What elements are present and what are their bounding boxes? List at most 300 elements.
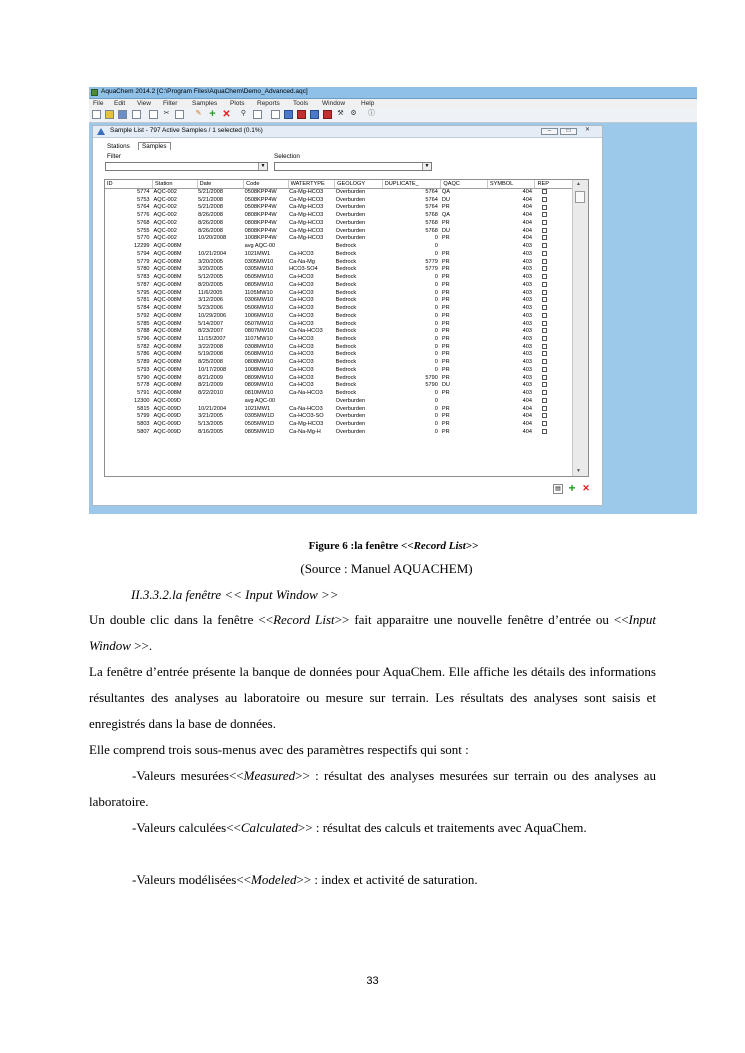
table-cell: PR bbox=[441, 390, 450, 397]
table-cell bbox=[441, 243, 488, 251]
table-cell: Bedrock bbox=[335, 382, 357, 389]
table-cell: PR bbox=[441, 266, 450, 273]
table-cell: 5768 bbox=[425, 227, 438, 234]
table-cell: 403 bbox=[522, 243, 532, 250]
table-cell: 5779 bbox=[425, 266, 438, 273]
table-row[interactable] bbox=[105, 421, 574, 429]
table-row[interactable] bbox=[105, 305, 574, 313]
table-cell[interactable] bbox=[535, 328, 574, 336]
table-cell[interactable] bbox=[535, 367, 574, 375]
open-icon[interactable] bbox=[105, 110, 114, 119]
table-cell: AQC-002 bbox=[153, 212, 177, 219]
chevron-down-icon: ▼ bbox=[422, 163, 431, 170]
table-cell[interactable] bbox=[535, 336, 574, 344]
menu-bar bbox=[89, 99, 697, 108]
table-cell[interactable] bbox=[535, 259, 574, 267]
table-cell: 404 bbox=[522, 405, 532, 412]
table-cell[interactable] bbox=[535, 359, 574, 367]
rep-checkbox[interactable] bbox=[542, 212, 547, 217]
rep-checkbox[interactable] bbox=[542, 313, 547, 318]
table-row[interactable] bbox=[105, 282, 574, 290]
table-cell: 5786 bbox=[137, 351, 150, 358]
scroll-thumb[interactable] bbox=[575, 191, 585, 203]
table-cell[interactable] bbox=[535, 243, 574, 251]
table-cell: 0508KPP4W bbox=[244, 189, 277, 196]
menu-view[interactable]: View bbox=[137, 100, 151, 107]
table-cell: AQC-008M bbox=[153, 359, 182, 366]
table-cell[interactable] bbox=[535, 297, 574, 305]
rep-checkbox[interactable] bbox=[542, 321, 547, 326]
table-cell[interactable] bbox=[535, 197, 574, 205]
rep-checkbox[interactable] bbox=[542, 228, 547, 233]
help-icon[interactable]: ⓘ bbox=[368, 110, 375, 117]
rep-checkbox[interactable] bbox=[542, 189, 547, 194]
table-cell[interactable] bbox=[535, 429, 574, 437]
find-icon[interactable]: ⚲ bbox=[240, 110, 247, 117]
table-row[interactable] bbox=[105, 297, 574, 305]
figure-caption-text: la fenêtre << bbox=[354, 540, 414, 552]
delete-icon[interactable]: ✕ bbox=[222, 109, 231, 120]
table-cell: 5/14/2007 bbox=[198, 320, 223, 327]
table-cell: AQC-002 bbox=[153, 219, 177, 226]
table-cell: Overburden bbox=[335, 413, 366, 420]
table-cell[interactable] bbox=[535, 375, 574, 383]
table-cell: Bedrock bbox=[335, 328, 357, 335]
table-cell: 10/21/2004 bbox=[198, 405, 227, 412]
table-cell: Overburden bbox=[335, 219, 366, 226]
rep-checkbox[interactable] bbox=[542, 367, 547, 372]
table-cell: Overburden bbox=[335, 405, 366, 412]
table-cell[interactable] bbox=[535, 351, 574, 359]
report-icon[interactable] bbox=[323, 110, 332, 119]
column-header[interactable]: SYMBOL bbox=[487, 180, 535, 189]
table-cell[interactable] bbox=[535, 390, 574, 398]
table-cell: Bedrock bbox=[335, 335, 357, 342]
rep-checkbox[interactable] bbox=[542, 266, 547, 271]
table-cell: 0 bbox=[434, 243, 438, 250]
table-cell: Bedrock bbox=[335, 366, 357, 373]
table-cell[interactable] bbox=[535, 344, 574, 352]
menu-file[interactable]: File bbox=[93, 100, 104, 107]
table-cell[interactable] bbox=[535, 398, 574, 406]
table-cell bbox=[197, 243, 244, 251]
table-cell: 3/21/2005 bbox=[198, 413, 223, 420]
table-row[interactable] bbox=[105, 375, 574, 383]
table-cell: 10/29/2006 bbox=[198, 312, 227, 319]
table-cell: AQC-008M bbox=[153, 343, 182, 350]
rep-checkbox[interactable] bbox=[542, 390, 547, 395]
table-cell: AQC-008M bbox=[153, 320, 182, 327]
table-cell: 5815 bbox=[137, 405, 150, 412]
table-cell: AQC-008M bbox=[153, 297, 182, 304]
table-cell: Ca-HCO3 bbox=[289, 320, 314, 327]
rep-checkbox[interactable] bbox=[542, 274, 547, 279]
rep-checkbox[interactable] bbox=[542, 344, 547, 349]
table-cell: Bedrock bbox=[335, 258, 357, 265]
new-icon[interactable] bbox=[92, 110, 101, 119]
table-row[interactable] bbox=[105, 251, 574, 259]
table-cell: Bedrock bbox=[335, 250, 357, 257]
menu-help[interactable]: Help bbox=[361, 100, 375, 107]
menu-window[interactable]: Window bbox=[322, 100, 346, 107]
table-row[interactable] bbox=[105, 243, 574, 251]
edit-icon[interactable]: ✎ bbox=[195, 110, 202, 117]
table-cell: Ca-Mg-HCO3 bbox=[289, 219, 324, 226]
rep-checkbox[interactable] bbox=[542, 290, 547, 295]
vertical-scrollbar[interactable] bbox=[572, 180, 588, 476]
table-cell: 0 bbox=[434, 343, 438, 350]
table-cell: AQC-008M bbox=[153, 289, 182, 296]
column-header[interactable]: GEOLOGY bbox=[335, 180, 383, 189]
column-header[interactable]: QAQC bbox=[441, 180, 488, 189]
plot-icon[interactable] bbox=[297, 110, 306, 119]
table-cell: PR bbox=[441, 328, 450, 335]
table-cell[interactable] bbox=[535, 228, 574, 236]
table-cell: 403 bbox=[522, 351, 532, 358]
table-cell: 5/21/2008 bbox=[198, 189, 223, 196]
table-row[interactable] bbox=[105, 344, 574, 352]
table-cell: 403 bbox=[522, 266, 532, 273]
table-cell: PR bbox=[441, 428, 450, 435]
table-cell: PR bbox=[441, 343, 450, 350]
table-cell: AQC-008M bbox=[153, 390, 182, 397]
table-cell: 1105MW10 bbox=[244, 289, 273, 296]
table-cell: 8/26/2008 bbox=[198, 212, 223, 219]
rep-checkbox[interactable] bbox=[542, 282, 547, 287]
table-cell[interactable] bbox=[535, 251, 574, 259]
table-cell[interactable] bbox=[535, 220, 574, 228]
rep-checkbox[interactable] bbox=[542, 251, 547, 256]
table-cell: PR bbox=[441, 274, 450, 281]
table-cell: 5795 bbox=[137, 289, 150, 296]
table-cell[interactable] bbox=[535, 320, 574, 328]
rep-checkbox[interactable] bbox=[542, 205, 547, 210]
table-cell: 403 bbox=[522, 274, 532, 281]
table-cell: 0506MW10 bbox=[244, 305, 274, 312]
cut-icon[interactable]: ✂ bbox=[163, 110, 170, 117]
rep-checkbox[interactable] bbox=[542, 305, 547, 310]
rep-checkbox[interactable] bbox=[542, 406, 547, 411]
rep-checkbox[interactable] bbox=[542, 328, 547, 333]
table-cell: AQC-008M bbox=[153, 312, 182, 319]
rep-checkbox[interactable] bbox=[542, 359, 547, 364]
settings-icon[interactable]: ⚙ bbox=[350, 110, 357, 117]
figure-caption-suffix: >> bbox=[465, 540, 479, 552]
menu-tools[interactable]: Tools bbox=[293, 100, 309, 107]
table-row[interactable] bbox=[105, 390, 574, 398]
table-cell: 0808KPP4W bbox=[244, 227, 277, 234]
paste-icon[interactable] bbox=[175, 110, 184, 119]
table-cell: 8/23/2007 bbox=[198, 328, 223, 335]
table-cell: PR bbox=[441, 405, 450, 412]
table-cell: 5778 bbox=[137, 382, 150, 389]
table-cell: 403 bbox=[522, 328, 532, 335]
table-cell: 403 bbox=[522, 305, 532, 312]
table-cell: 5776 bbox=[137, 212, 150, 219]
delete-sample-button[interactable]: ✕ bbox=[582, 483, 590, 493]
copy-icon[interactable] bbox=[149, 110, 158, 119]
chart-icon[interactable] bbox=[284, 110, 293, 119]
p1-italic-1: Record List bbox=[273, 612, 335, 627]
table-cell: 403 bbox=[522, 374, 532, 381]
b2-text-b: >> : résultat des calculs et traitements avec AquaChem. bbox=[297, 820, 587, 835]
table-cell: DU bbox=[441, 382, 450, 389]
table-cell: QA bbox=[441, 189, 450, 196]
table-cell[interactable] bbox=[535, 413, 574, 421]
table-cell: 5768 bbox=[137, 219, 150, 226]
table-row[interactable] bbox=[105, 429, 574, 437]
table-row[interactable] bbox=[105, 204, 574, 212]
column-header[interactable]: Date bbox=[197, 180, 244, 189]
tab-stations[interactable]: Stations bbox=[107, 143, 130, 150]
close-button[interactable]: ✕ bbox=[584, 127, 591, 133]
print-icon[interactable] bbox=[132, 110, 141, 119]
table-cell: Overburden bbox=[335, 397, 366, 404]
table-cell: 11/15/2007 bbox=[198, 335, 226, 342]
table-cell: Ca-HCO3 bbox=[289, 359, 314, 366]
aquachem-screenshot bbox=[89, 87, 697, 514]
table-cell: PR bbox=[441, 204, 450, 211]
chevron-down-icon: ▼ bbox=[258, 163, 267, 170]
add-icon[interactable]: + bbox=[209, 108, 216, 120]
table-cell: 403 bbox=[522, 359, 532, 366]
table-cell: 5764 bbox=[425, 196, 438, 203]
warning-icon bbox=[97, 128, 105, 135]
table-cell: 5787 bbox=[137, 281, 150, 288]
table-row[interactable] bbox=[105, 313, 574, 321]
table-row[interactable] bbox=[105, 367, 574, 375]
table-cell: Overburden bbox=[335, 428, 366, 435]
table-cell[interactable] bbox=[535, 189, 574, 197]
table-cell: 0 bbox=[434, 328, 438, 335]
p1-text-b: >> fait apparaitre une nouvelle fenêtre d’entrée ou << bbox=[334, 612, 629, 627]
table-cell: 5791 bbox=[137, 390, 150, 397]
rep-checkbox[interactable] bbox=[542, 297, 547, 302]
rep-checkbox[interactable] bbox=[542, 421, 547, 426]
table-cell: PR bbox=[441, 366, 450, 373]
table-row[interactable] bbox=[105, 382, 574, 390]
table-cell[interactable] bbox=[535, 421, 574, 429]
scroll-up-icon[interactable]: ▲ bbox=[576, 181, 581, 187]
table-cell: 0 bbox=[434, 250, 438, 257]
table-cell: Overburden bbox=[335, 196, 366, 203]
column-header[interactable]: ID bbox=[105, 180, 153, 189]
table-cell: 403 bbox=[522, 366, 532, 373]
rep-checkbox[interactable] bbox=[542, 220, 547, 225]
table-row[interactable] bbox=[105, 336, 574, 344]
table-cell: 0 bbox=[434, 421, 438, 428]
table-cell: 5799 bbox=[137, 413, 150, 420]
paragraph-2: La fenêtre d’entrée présente la banque de données pour AquaChem. Elle affiche les détails des informations résultantes des analyses au laboratoire ou mesure sur terrain. Les résultats des analyses sont saisis et enregistrés dans la base de données. bbox=[89, 664, 656, 731]
table-row[interactable] bbox=[105, 398, 574, 406]
paragraph-3: Elle comprend trois sous-menus avec des paramètres respectifs qui sont : bbox=[89, 742, 469, 757]
add-sample-button[interactable]: + bbox=[568, 481, 576, 495]
table-cell[interactable] bbox=[535, 212, 574, 220]
table-cell: 403 bbox=[522, 297, 532, 304]
table-row[interactable] bbox=[105, 359, 574, 367]
table-cell: 12300 bbox=[133, 397, 150, 404]
selection-combobox[interactable] bbox=[274, 162, 432, 171]
table-cell: AQC-009D bbox=[153, 428, 181, 435]
table-cell: 5790 bbox=[425, 374, 438, 381]
table-cell: 403 bbox=[522, 343, 532, 350]
menu-samples[interactable]: Samples bbox=[192, 100, 218, 107]
tools-icon[interactable]: ⚒ bbox=[337, 110, 344, 117]
figure-number: Figure 6 : bbox=[308, 540, 355, 552]
table-cell[interactable] bbox=[535, 282, 574, 290]
table-cell: 0 bbox=[434, 351, 438, 358]
b1-italic: Measured bbox=[243, 768, 296, 783]
table-cell: HCO3-SO4 bbox=[289, 266, 318, 273]
table-cell: AQC-008M bbox=[153, 374, 182, 381]
save-icon[interactable] bbox=[118, 110, 127, 119]
table-row[interactable] bbox=[105, 413, 574, 421]
table-cell: Ca-Na-Mg bbox=[289, 258, 315, 265]
table-cell[interactable] bbox=[535, 382, 574, 390]
table-cell: 10/21/2004 bbox=[198, 250, 227, 257]
sample-list-title: Sample List - 797 Active Samples / 1 selected (0.1%) bbox=[110, 127, 263, 134]
table-cell[interactable] bbox=[535, 204, 574, 212]
table-cell: 8/16/2005 bbox=[198, 428, 223, 435]
rep-checkbox[interactable] bbox=[542, 235, 547, 240]
menu-plots[interactable]: Plots bbox=[230, 100, 245, 107]
rep-checkbox[interactable] bbox=[542, 197, 547, 202]
table-cell: 0507MW10 bbox=[244, 320, 274, 327]
rep-checkbox[interactable] bbox=[542, 398, 547, 403]
table-cell: avg AQC-00 bbox=[244, 397, 276, 404]
table-row[interactable] bbox=[105, 274, 574, 282]
table-cell: 0 bbox=[434, 289, 438, 296]
table-row[interactable] bbox=[105, 351, 574, 359]
table-cell: Bedrock bbox=[335, 320, 357, 327]
table-cell[interactable] bbox=[535, 235, 574, 243]
section-heading: II.3.3.2.la fenêtre << Input Window >> bbox=[131, 587, 339, 602]
rep-checkbox[interactable] bbox=[542, 429, 547, 434]
table-cell: Ca-Na-HCO3 bbox=[289, 328, 323, 335]
rep-checkbox[interactable] bbox=[542, 413, 547, 418]
table-cell: 404 bbox=[522, 204, 532, 211]
table-cell: 5764 bbox=[137, 204, 150, 211]
table-cell: 404 bbox=[522, 196, 532, 203]
table-cell: QA bbox=[441, 212, 450, 219]
table-row[interactable] bbox=[105, 228, 574, 236]
table-row[interactable] bbox=[105, 235, 574, 243]
table-cell: AQC-002 bbox=[153, 204, 177, 211]
rep-checkbox[interactable] bbox=[542, 351, 547, 356]
table-cell: 404 bbox=[522, 421, 532, 428]
column-header[interactable]: REP bbox=[535, 180, 574, 189]
table-cell: Bedrock bbox=[335, 343, 357, 350]
table-cell: 0508KPP4W bbox=[244, 204, 277, 211]
b2-italic: Calculated bbox=[240, 820, 298, 835]
maximize-button[interactable]: ▭ bbox=[560, 128, 577, 135]
table-cell: PR bbox=[441, 312, 450, 319]
table-cell: 0 bbox=[434, 405, 438, 412]
rep-checkbox[interactable] bbox=[542, 243, 547, 248]
table-cell: 5753 bbox=[137, 196, 150, 203]
table-row[interactable] bbox=[105, 259, 574, 267]
table-cell: AQC-002 bbox=[153, 189, 177, 196]
menu-reports[interactable]: Reports bbox=[257, 100, 280, 107]
minimize-button[interactable]: – bbox=[541, 128, 558, 135]
rep-checkbox[interactable] bbox=[542, 375, 547, 380]
table-cell: Ca-HCO3 bbox=[289, 343, 314, 350]
filter-combobox[interactable] bbox=[105, 162, 268, 171]
table-cell: Bedrock bbox=[335, 359, 357, 366]
table-cell: Ca-HCO3 bbox=[289, 305, 314, 312]
table-cell: Ca-HCO3 bbox=[289, 351, 314, 358]
table-cell: 404 bbox=[522, 219, 532, 226]
table-cell[interactable] bbox=[535, 406, 574, 414]
filter-icon[interactable] bbox=[253, 110, 262, 119]
rep-checkbox[interactable] bbox=[542, 382, 547, 387]
table-cell: 11/6/2005 bbox=[198, 289, 223, 296]
table-header bbox=[105, 180, 574, 189]
table-cell: 5774 bbox=[137, 189, 150, 196]
table-cell: Ca-Mg-HCO3 bbox=[289, 189, 324, 196]
table-row[interactable] bbox=[105, 197, 574, 205]
table-cell[interactable] bbox=[535, 305, 574, 313]
table-row[interactable] bbox=[105, 220, 574, 228]
table-cell: PR bbox=[441, 250, 450, 257]
table-cell: 0809MW10 bbox=[244, 374, 274, 381]
column-header[interactable]: WATERTYPE bbox=[288, 180, 335, 189]
table-cell: PR bbox=[441, 351, 450, 358]
table-row[interactable] bbox=[105, 189, 574, 197]
table-cell: 0 bbox=[434, 312, 438, 319]
rep-checkbox[interactable] bbox=[542, 336, 547, 341]
table-cell[interactable] bbox=[535, 274, 574, 282]
sample-table bbox=[104, 179, 589, 477]
table-row[interactable] bbox=[105, 320, 574, 328]
table-icon[interactable] bbox=[271, 110, 280, 119]
table-row[interactable] bbox=[105, 406, 574, 414]
import-icon[interactable]: ▤ bbox=[553, 484, 563, 494]
map-icon[interactable] bbox=[310, 110, 319, 119]
tab-samples[interactable]: Samples bbox=[138, 142, 171, 150]
table-cell[interactable] bbox=[535, 313, 574, 321]
table-row[interactable] bbox=[105, 212, 574, 220]
table-cell: Ca-Mg-HCO3 bbox=[289, 235, 324, 242]
selection-label: Selection bbox=[274, 153, 300, 160]
column-header[interactable]: Code bbox=[244, 180, 289, 189]
table-cell: 404 bbox=[522, 413, 532, 420]
table-row[interactable] bbox=[105, 328, 574, 336]
table-cell: Ca-Na-HCO3 bbox=[289, 405, 323, 412]
table-cell: 12299 bbox=[133, 243, 150, 250]
table-cell: 403 bbox=[522, 335, 532, 342]
column-header[interactable]: Station bbox=[153, 180, 198, 189]
scroll-down-icon[interactable]: ▼ bbox=[576, 468, 581, 474]
table-cell: 5790 bbox=[137, 374, 150, 381]
table-cell: 8/26/2008 bbox=[198, 219, 223, 226]
menu-filter[interactable]: Filter bbox=[163, 100, 178, 107]
table-cell[interactable] bbox=[535, 290, 574, 298]
table-row[interactable] bbox=[105, 266, 574, 274]
table-cell: 0 bbox=[434, 274, 438, 281]
table-cell: AQC-008M bbox=[153, 281, 182, 288]
table-cell[interactable] bbox=[535, 266, 574, 274]
menu-edit[interactable]: Edit bbox=[114, 100, 126, 107]
table-cell: Bedrock bbox=[335, 274, 357, 281]
table-cell: Bedrock bbox=[335, 297, 357, 304]
table-cell: 5788 bbox=[137, 328, 150, 335]
rep-checkbox[interactable] bbox=[542, 259, 547, 264]
table-row[interactable] bbox=[105, 290, 574, 298]
paragraph-1 bbox=[89, 607, 656, 659]
table-cell: 0810MW10 bbox=[244, 390, 274, 397]
column-header[interactable]: DUPLICATE_ bbox=[382, 180, 441, 189]
